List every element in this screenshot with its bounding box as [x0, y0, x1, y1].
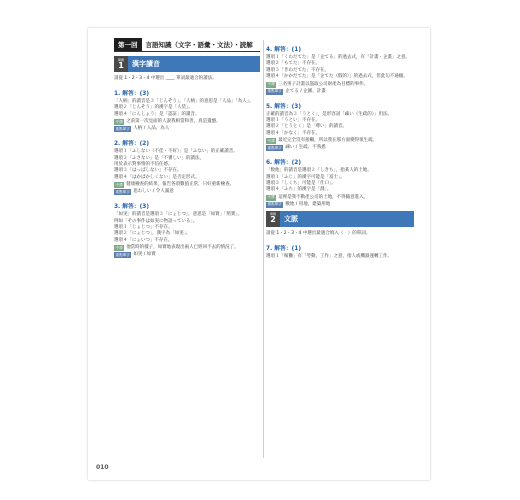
section-instruction: 請從 1・2・3・4 中選出最適合填入（ ）的單詞。 [266, 230, 371, 236]
explanation-line: 選項４「はかばかしくない」是否定形式。 [114, 174, 200, 180]
vocab-tag: 重點單字 [267, 202, 282, 207]
vocab-text: 人柄 / 人品、為人 [133, 126, 170, 132]
section-badge-label: 問題 [269, 212, 276, 217]
explanation-line: 選項４「かなく」不存在。 [266, 130, 320, 136]
vocab-row [266, 89, 414, 95]
explanation-line: 選項４「ふち」的漢字是「淵」。 [266, 187, 332, 193]
vocab-row [266, 202, 414, 208]
chapter-title: 言語知識（文字・語彙・文法）・読解 [145, 41, 253, 49]
explanation-line: 選項３「はっぱしない」不存在。 [114, 168, 182, 174]
explanation-line: 選項３「しくち」可能是「仕口」。 [266, 181, 336, 187]
section-badge-label: 問題 [117, 57, 124, 62]
explanation-line: 選項２「じんそう」的漢字是「人装」。 [114, 105, 193, 111]
translation-tag: 中譯 [267, 195, 275, 200]
translation-text: 三名男子計畫以盜取公司財產為目標的事件。 [278, 81, 369, 87]
section-instruction: 請從 1・2・3・4 中選出 ____ 單詞最適合的讀法。 [114, 76, 217, 81]
vocab-row [114, 126, 260, 132]
translation-text: 這裡是我不動產公司的土地，不得隨意進入。 [278, 194, 369, 200]
left-question-list [114, 88, 260, 258]
explanation-line: 正確的讀音為３「うとく」，是形容詞「疎い（生疏的）」用法。 [266, 111, 392, 117]
answer-heading: 7. 解答：(1) [266, 245, 301, 252]
translation-tag: 中譯 [267, 82, 275, 87]
answer-heading: 6. 解答：(2) [266, 160, 301, 167]
translation-row [266, 82, 414, 88]
explanation-line: 「人柄」的讀音是３「じんぞう」。「人柄」的意思是「人品」「為人」。 [114, 99, 254, 104]
section-header-1 [114, 56, 260, 72]
explanation-line: 用於表示對事情的不信任感。 [114, 162, 173, 168]
translation-text: 之前第一次見面的人說我相當和善，真是遺憾。 [126, 119, 221, 125]
chapter-number: 第一回 [114, 38, 142, 51]
explanation-line: 選項１「くわだてた」是「企てる」的過去式，有「計畫・企畫」之意。 [266, 55, 410, 60]
vocab-row [114, 252, 260, 258]
column-divider [263, 40, 264, 458]
vocab-tag: 重點單字 [115, 126, 130, 131]
vocab-tag: 重點單字 [267, 145, 282, 150]
translation-tag: 中譯 [115, 182, 123, 187]
explanation-line: 「如実」的讀音是選項３「にょじつ」，意思是「如實」「照實」。 [114, 212, 243, 218]
section-badge-number: 1 [118, 60, 124, 70]
vocab-row [266, 145, 414, 151]
translation-tag: 中譯 [267, 138, 275, 143]
book-page [88, 28, 430, 480]
translation-text: 最近完全沒有接觸，所以我在那方面變得很生疏。 [278, 138, 378, 144]
vocab-tag: 重點單字 [115, 189, 130, 194]
section-badge-number: 2 [270, 215, 276, 225]
right-column [266, 38, 414, 260]
section-title: 漢字讀音 [128, 56, 260, 72]
explanation-line: 選項４「にょいつ」不存在。 [114, 237, 173, 243]
explanation-line: 選項１「ふしない（不佳・不好）」是「ふない」的正確讀音。 [114, 149, 238, 155]
vocab-tag: 重點單字 [115, 252, 130, 257]
explanation-line: 選項２「とうとく」是「尊い」的讀音。 [266, 124, 347, 130]
translation-row [114, 182, 260, 188]
translation-row [114, 245, 260, 251]
left-column [114, 38, 260, 259]
explanation-line: 選項１「うとい」不存在。 [266, 118, 320, 124]
translation-row [114, 119, 260, 125]
explanation-line: 選項２「もてた」不存在。 [266, 61, 320, 67]
explanation-line: 選項１「ふじ」的漢字可能是「富士」。 [266, 174, 345, 180]
translation-row [266, 138, 414, 144]
section-title: 文脈 [280, 211, 414, 227]
explanation-line: 選項１「じょじつ」不存在。 [114, 225, 173, 231]
answer-heading: 4. 解答：(1) [266, 47, 301, 53]
explanation-line: 「数他」的讀音是選項２「しきち」，指某人的土地。 [266, 168, 372, 174]
translation-tag: 中譯 [115, 245, 123, 250]
answer-heading: 1. 解答：(3) [114, 91, 149, 97]
explanation-line: 選項２「ふさない」是「不審しい」的讀法， [114, 155, 204, 161]
vocab-text: 如実 / 如實 [133, 252, 156, 258]
translation-text: 健康檢查的結果，報告各項數值正常，只好重新檢查。 [126, 182, 235, 188]
section-badge [114, 56, 128, 72]
explanation-line: 選項２「にょじつ」，漢字為「如実」。 [114, 231, 191, 237]
answer-heading: 2. 解答：(2) [114, 141, 149, 148]
page-number: 010 [96, 464, 109, 471]
answer-heading: 3. 解答：(3) [114, 204, 149, 211]
vocab-row [114, 189, 260, 195]
section-header-2 [266, 211, 414, 227]
explanation-line: 選項４「かかだてた」是「企てた（假的）」的過去式，但此句不通順。 [266, 74, 408, 80]
explanation-line: 選項３「きわだてた」不存在。 [266, 67, 329, 73]
explanation-line: 選項１「稼働」有「勞動、工作」之意，指人或機器運轉工作。 [266, 253, 392, 259]
chapter-header [114, 38, 260, 52]
right-question-list [266, 44, 414, 208]
translation-text: 他當時的樣子，如實地表現出兩人已經回不去的情況了。 [126, 245, 239, 251]
vocab-text: 敷地 / 用地、建築用地 [285, 201, 331, 207]
answer-heading: 5. 解答：(3) [266, 103, 301, 110]
vocab-text: 疎い / 生疏、不熟悉 [285, 145, 326, 151]
explanation-line: 選項４「にんしょう」是「認証」的讀音。 [114, 111, 200, 117]
translation-tag: 中譯 [115, 119, 123, 124]
vocab-tag: 重點單字 [267, 89, 282, 94]
explanation-line: 例如「その事件は如実に物語っている」。 [114, 218, 198, 224]
right-question-list-2 [266, 243, 414, 260]
vocab-text: 思わしい / 令人滿意 [133, 189, 174, 195]
translation-row [266, 195, 414, 201]
vocab-text: 企てる / 企圖、計畫 [285, 88, 326, 94]
section-badge [266, 211, 280, 227]
